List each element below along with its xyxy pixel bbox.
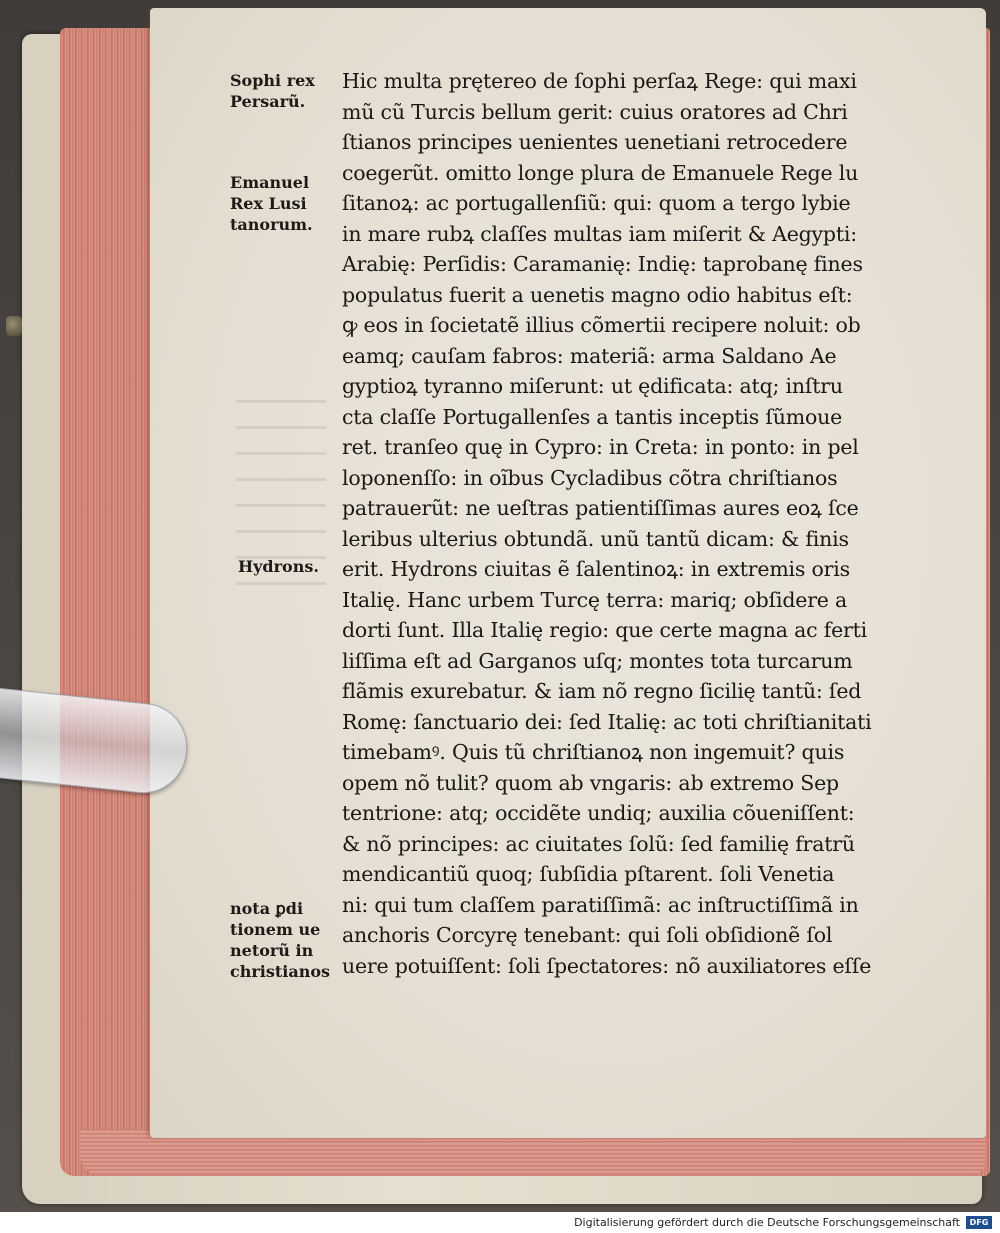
marginal-note-sophi: Sophi rex Persarũ. <box>230 71 315 111</box>
text-line: gyptioꝝ tyranno miſerunt: ut ędificata: atq; inſtru <box>342 374 843 398</box>
text-line: leribus ulterius obtundã. unũ tantũ dicam: & finis <box>342 526 849 551</box>
text-line: dorti ſunt. Illa Italię regio: que certe magna ac ferti <box>342 618 868 642</box>
text-line: liſſima eſt ad Garganos uſq; montes tota turcarum <box>342 648 853 673</box>
marginal-note-hydrons: Hydrons. <box>238 557 319 576</box>
text-line: Arabię: Perſidis: Caramanię: Indię: taprobanę fines <box>342 252 863 276</box>
text-line: Romę: ſanctuario dei: ſed Italię: ac toti chriſtianitati <box>342 709 872 734</box>
text-line: Hic multa prętereo de ſophi perſaꝝ Rege: qui maxi <box>342 69 857 93</box>
text-line: erit. Hydrons ciuitas ẽ ſalentinoꝝ: in extremis oris <box>342 557 850 581</box>
text-line: flãmis exurebatur. & iam nõ regno ſicilię tantũ: ſed <box>342 679 862 703</box>
text-line: mendicantiũ quoq; ſubſidia pſtarent. ſoli Venetia <box>342 862 835 886</box>
marginal-note-emanuel: Emanuel Rex Lusi tanorum. <box>230 173 313 234</box>
body-text <box>342 66 932 981</box>
footer-credit: Digitalisierung gefördert durch die Deutsche Forschungsgemeinschaft <box>574 1216 960 1229</box>
text-line: populatus fuerit a uenetis magno odio habitus eſt: <box>342 282 853 307</box>
text-line: ni: qui tum claſſem paratiſſimã: ac inſtructiſſimã in <box>342 892 859 917</box>
text-line: patrauerũt: ne ueſtras patientiſſimas aures eoꝝ ſce <box>342 496 859 520</box>
clasp-icon <box>6 316 22 336</box>
marginal-note-nota: nota ꝑdi tionem ue netorũ in christianos <box>230 899 331 981</box>
text-line: timebamꝰ. Quis tũ chriſtianoꝝ non ingemuit? quis <box>342 740 845 764</box>
text-line: anchoris Corcyrę tenebant: qui ſoli obſidionẽ ſol <box>342 923 833 947</box>
text-line: & nõ principes: ac ciuitates ſolũ: ſed familię fratrũ <box>342 831 855 856</box>
text-line: in mare rubꝝ claſſes multas iam miſerit & Aegypti: <box>342 221 857 246</box>
footer-bar <box>0 1212 1000 1233</box>
text-line: cta claſſe Portugallenſes a tantis inceptis ſũmoue <box>342 404 843 429</box>
text-line: mũ cũ Turcis bellum gerit: cuius oratores ad Chri <box>342 99 848 124</box>
text-line: loponenſſo: in oĩbus Cycladibus cõtra chriſtianos <box>342 465 838 490</box>
text-line: ſitanoꝝ: ac portugallenſiũ: qui: quom a tergo lybie <box>342 191 851 215</box>
text-line: coegerũt. omitto longe plura de Emanuele Rege lu <box>342 160 859 185</box>
text-line: Italię. Hanc urbem Turcę terra: mariq; obſidere a <box>342 587 848 612</box>
text-line: ret. tranſeo quę in Cypro: in Creta: in ponto: in pel <box>342 435 859 459</box>
text-line: uere potuiſſent: ſoli ſpectatores: nõ auxiliatores eſſe <box>342 953 872 978</box>
text-line: opem nõ tulit? quom ab vngaris: ab extremo Sep <box>342 770 839 795</box>
dfg-logo-icon: DFG <box>966 1216 992 1229</box>
text-line: ꝙ eos in ſocietatẽ illius cõmertii recipere noluit: ob <box>342 313 861 337</box>
text-line: tentrione: atq; occidẽte undiq; auxilia cõueniſſent: <box>342 801 855 825</box>
text-line: ſtianos principes uenientes uenetiani retrocedere <box>342 130 848 154</box>
text-line: eamq; cauſam fabros: materiã: arma Saldano Ae <box>342 343 837 368</box>
